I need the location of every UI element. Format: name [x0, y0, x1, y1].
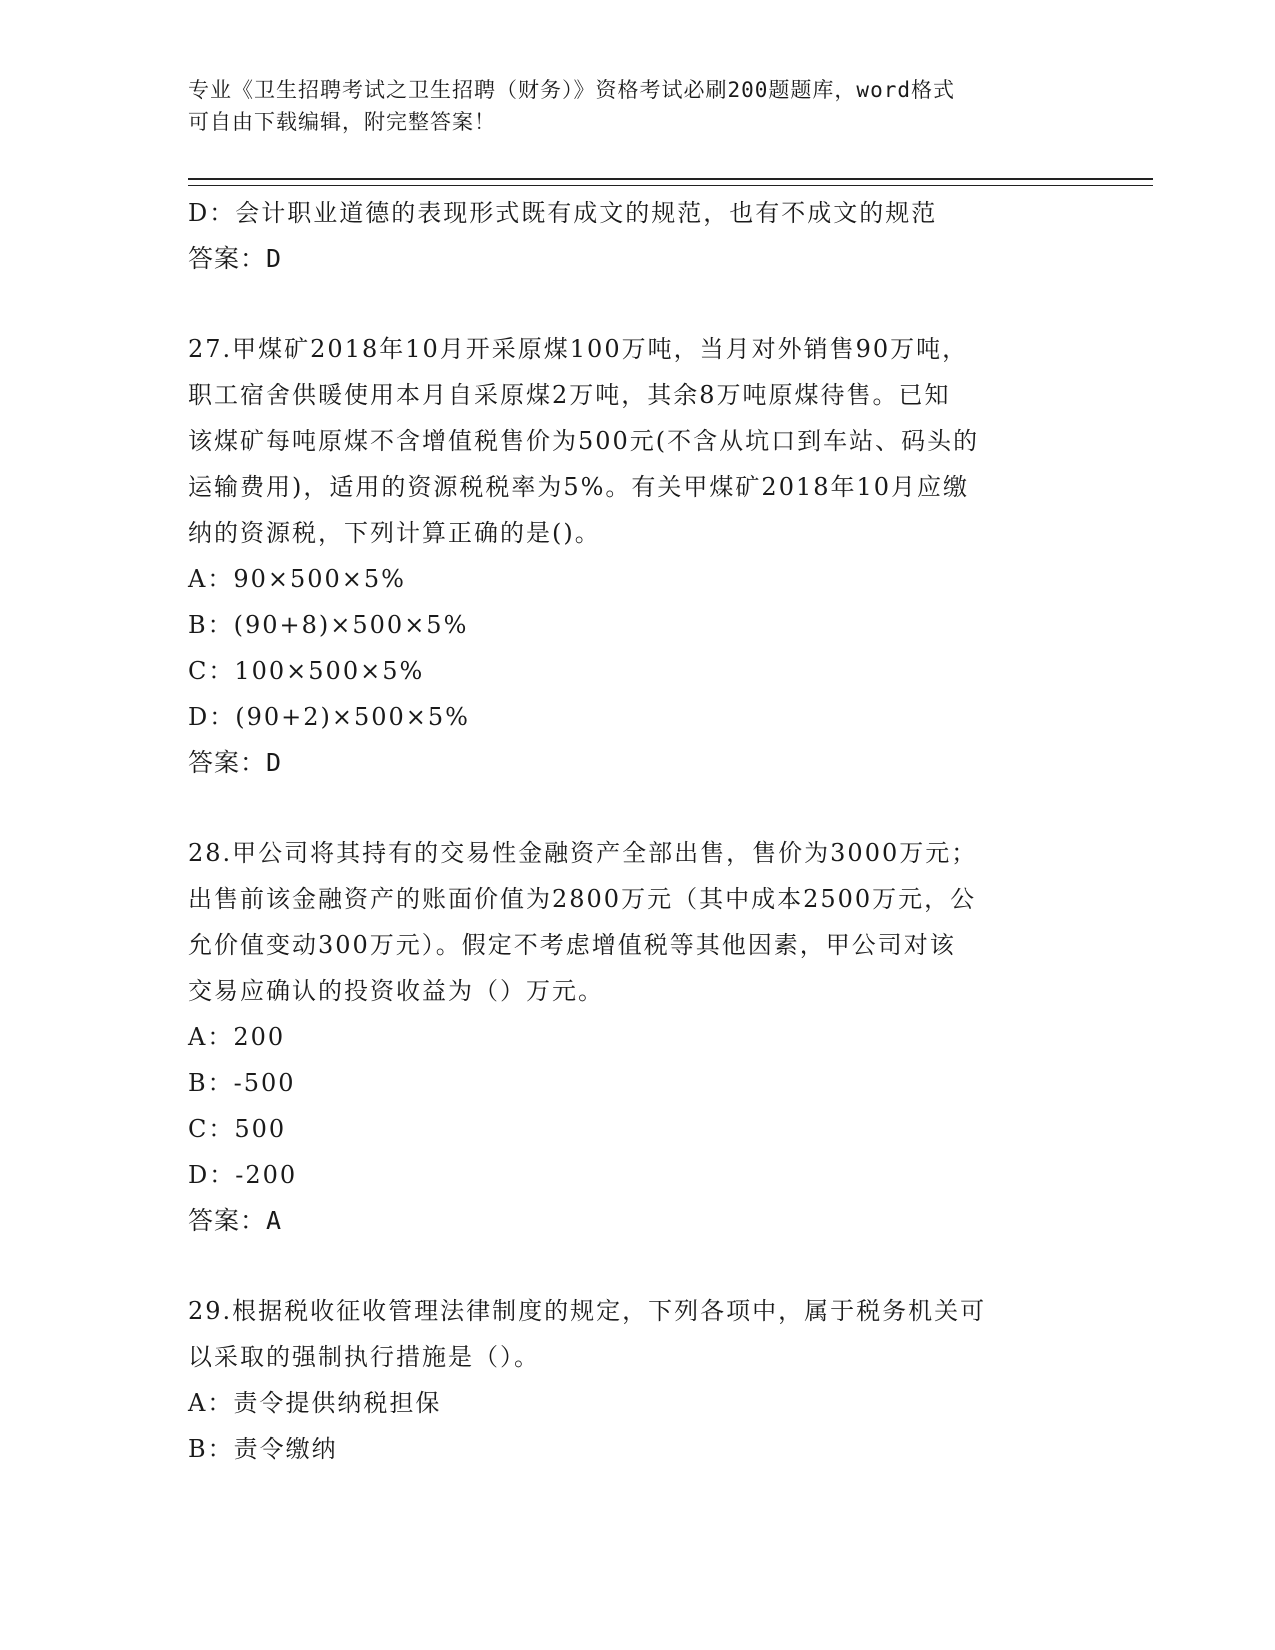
question-text-line: 29.根据税收征收管理法律制度的规定，下列各项中，属于税务机关可: [188, 1297, 987, 1325]
option-b: B：责令缴纳: [188, 1435, 338, 1463]
option-c: C：500: [188, 1115, 287, 1143]
question-text-line: 出售前该金融资产的账面价值为2800万元（其中成本2500万元，公: [188, 885, 977, 913]
question-text-line: 28.甲公司将其持有的交易性金融资产全部出售，售价为3000万元；: [188, 839, 978, 867]
option-a: A：90×500×5%: [188, 565, 406, 593]
option-b: B：-500: [188, 1069, 296, 1097]
spacer: [188, 1244, 1088, 1288]
option-b: B：(90+8)×500×5%: [188, 611, 469, 639]
question-26-tail: [188, 190, 1088, 282]
answer-line: 答案：D: [188, 748, 283, 777]
option-a: A：责令提供纳税担保: [188, 1389, 442, 1417]
question-text-line: 允价值变动300万元）。假定不考虑增值税等其他因素，甲公司对该: [188, 931, 956, 959]
header-divider: [188, 178, 1153, 186]
spacer: [188, 786, 1088, 830]
question-text-line: 27.甲煤矿2018年10月开采原煤100万吨，当月对外销售90万吨，: [188, 335, 969, 363]
option-d: D：(90+2)×500×5%: [188, 703, 470, 731]
option-c: C：100×500×5%: [188, 657, 425, 685]
header-title-line-1: 专业《卫生招聘考试之卫生招聘（财务）》资格考试必刷200题题库，word格式: [188, 78, 955, 102]
question-29: [188, 1288, 1088, 1472]
option-a: A：200: [188, 1023, 286, 1051]
question-text-line: 运输费用)，适用的资源税税率为5%。有关甲煤矿2018年10月应缴: [188, 473, 970, 501]
option-d: D：会计职业道德的表现形式既有成文的规范，也有不成文的规范: [188, 199, 938, 227]
question-text-line: 以采取的强制执行措施是（）。: [188, 1343, 540, 1371]
spacer: [188, 282, 1088, 326]
header-title-line-2: 可自由下载编辑，附完整答案！: [188, 110, 496, 134]
question-text-line: 该煤矿每吨原煤不含增值税售价为500元(不含从坑口到车站、码头的: [188, 427, 980, 455]
question-text-line: 交易应确认的投资收益为（）万元。: [188, 977, 604, 1005]
document-header: [188, 74, 1088, 138]
question-text-line: 纳的资源税，下列计算正确的是()。: [188, 519, 601, 547]
question-27: [188, 326, 1088, 786]
question-28: [188, 830, 1088, 1244]
question-text-line: 职工宿舍供暖使用本月自采原煤2万吨，其余8万吨原煤待售。已知: [188, 381, 951, 409]
option-d: D：-200: [188, 1161, 298, 1189]
document-body: [188, 190, 1088, 1472]
answer-line: 答案：D: [188, 244, 283, 273]
answer-line: 答案：A: [188, 1206, 283, 1235]
